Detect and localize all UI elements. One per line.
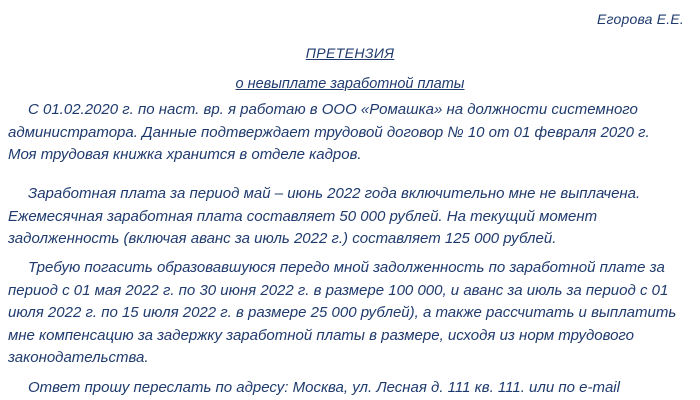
paragraph-line: июля 2022 г. по 15 июля 2022 г. в размере 25 000 рублей), а также рассчитать и выплатить	[8, 304, 677, 321]
paragraph-employment	[8, 99, 692, 167]
document-subtitle: о невыплате заработной платы	[235, 76, 465, 92]
paragraph-demand	[8, 257, 692, 370]
author-name: Егорова Е.Е.	[597, 11, 684, 27]
paragraph-line: законодательства.	[8, 349, 149, 366]
paragraph-line: С 01.02.2020 г. по наст. вр. я работаю в ООО «Ромашка» на должности системного	[28, 101, 638, 118]
paragraph-line: Моя трудовая книжка хранится в отделе кадров.	[8, 146, 362, 163]
paragraph-line: период с 01 мая 2022 г. по 30 июня 2022 г. в размере 100 000, и аванс за июль за период с 01	[8, 281, 669, 299]
paragraph-line: мне компенсацию за задержку заработной платы в размере, исходя из норм трудового	[8, 326, 635, 344]
paragraph-line: администратора. Данные подтверждает трудовой договор № 10 от 01 февраля 2020 г.	[8, 123, 650, 141]
paragraph-reply-address	[8, 377, 692, 400]
paragraph-line: задолженность (включая аванс за июль 2022 г.) составляет 125 000 рублей.	[8, 230, 557, 247]
paragraph-line: Ответ прошу переслать по адресу: Москва, ул. Лесная д. 111 кв. 111. или по e-mail	[28, 379, 620, 396]
document-title: ПРЕТЕНЗИЯ	[305, 45, 395, 61]
paragraph-line: Требую погасить образовавшуюся передо мной задолженность по заработной плате за	[28, 259, 665, 276]
paragraph-salary-debt	[8, 183, 692, 251]
paragraph-line: Заработная плата за период май – июнь 2022 года включительно мне не выплачена.	[28, 185, 641, 202]
paragraph-line: Ежемесячная заработная плата составляет 50 000 рублей. На текущий момент	[8, 207, 598, 225]
